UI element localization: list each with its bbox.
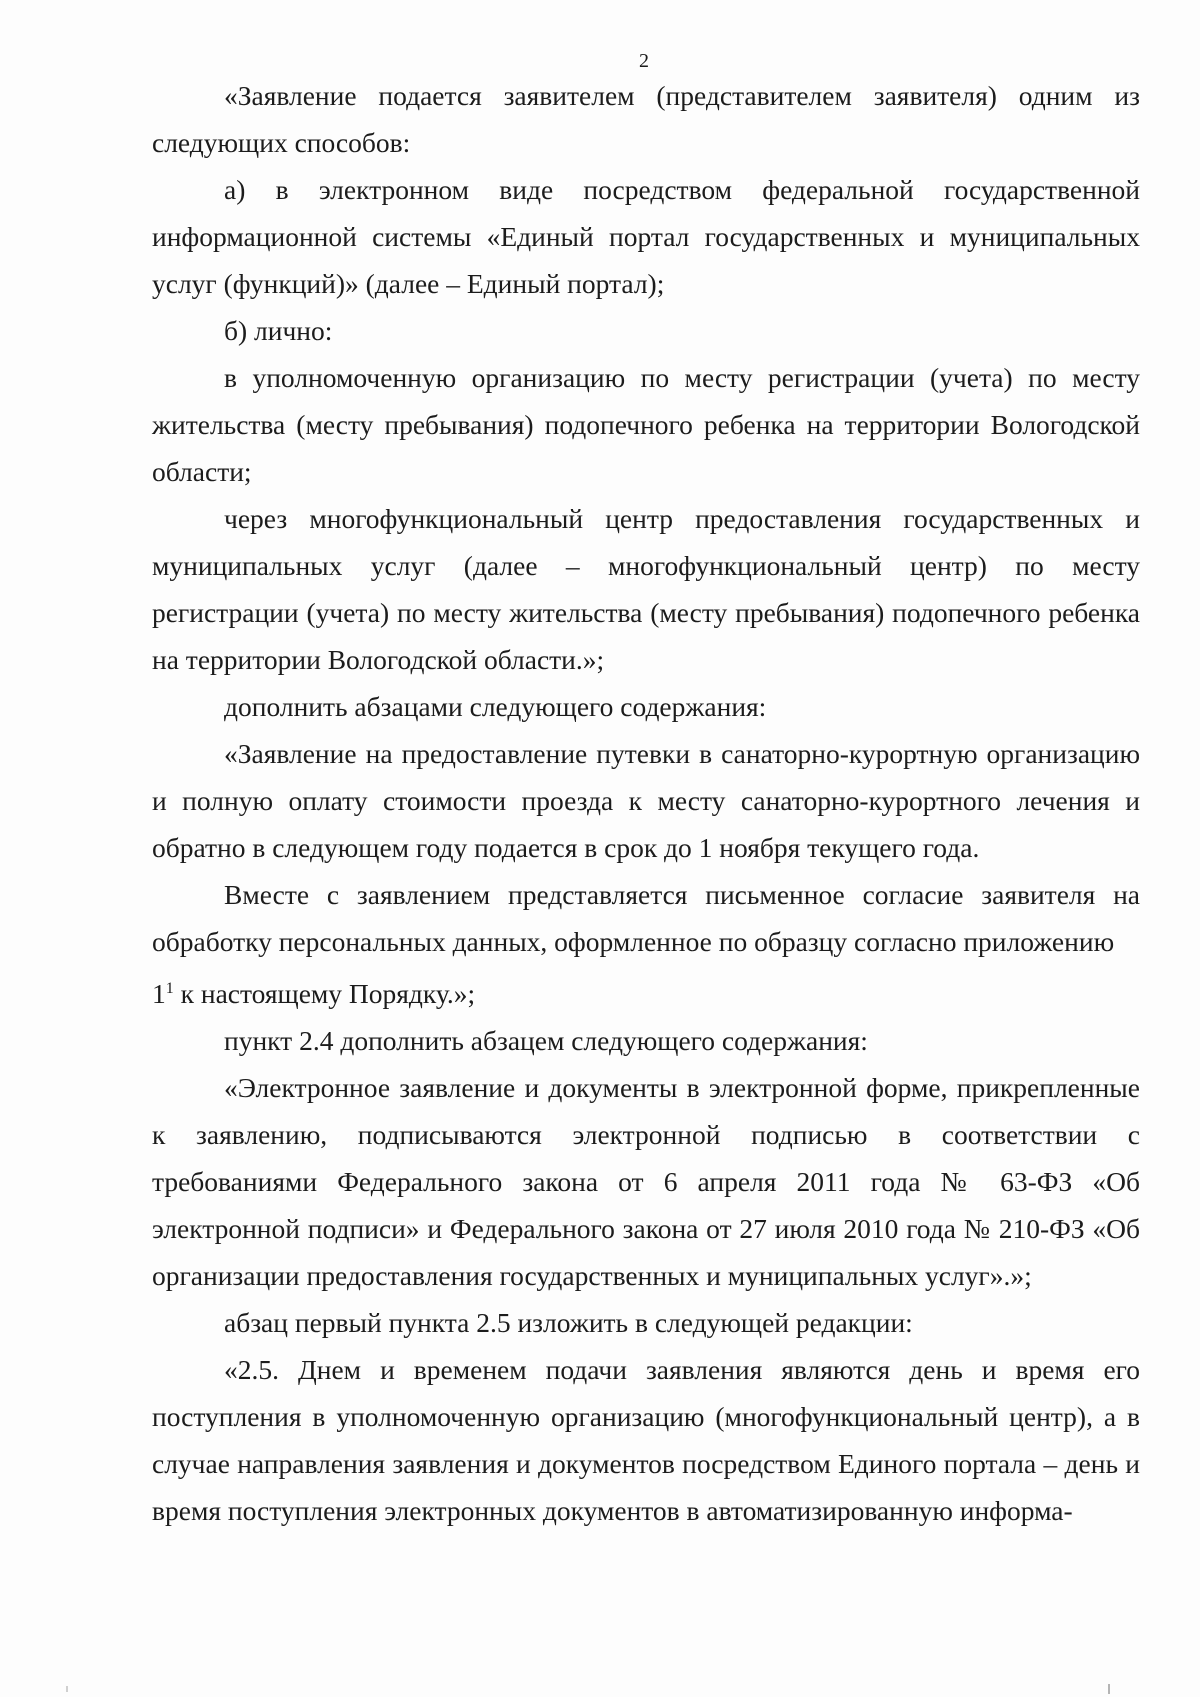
scan-mark [66,1686,68,1692]
paragraph: в уполномоченную организацию по месту регистрации (учета) по месту жительства (месту пребывания) подопечного ребенка на территории Вологодской области; [152,362,1140,487]
appendix-superscript: 1 [165,980,174,997]
paragraph: «Электронное заявление и документы в электронной форме, прикрепленные к заявлению, подписываются электронной подписью в соответствии с требованиями Федерального закона от 6 апреля 2011 года № 63-ФЗ «Об электронной подписи» и Федерального закона от 27 июля 2010 года № 210-ФЗ «Об организации предоставления государственных и муниципальных услуг».»; [152,1072,1140,1292]
page-number: 2 [639,50,649,72]
paragraph: «2.5. Днем и временем подачи заявления являются день и время его поступления в уполномоченную организацию (многофункциональный центр), а в случае направления заявления и документов посредством Единого портала – день и время поступления электронных документов в автоматизированную информа- [152,1354,1140,1527]
scan-mark [1108,1684,1110,1694]
appendix-rest: к настоящему Порядку.»; [173,978,476,1010]
paragraph: абзац первый пункта 2.5 изложить в следующей редакции: [224,1307,913,1339]
paragraph: «Заявление на предоставление путевки в санаторно-курортную организацию и полную оплату стоимости проезда к месту санаторно-курортного лечения и обратно в следующем году подается в срок до 1 ноября текущего года. [152,738,1140,863]
paragraph: дополнить абзацами следующего содержания: [224,691,767,722]
paragraph: через многофункциональный центр предоставления государственных и муниципальных услуг (далее – многофункциональный центр) по месту регистрации (учета) по месту жительства (месту пребывания) подопечного ребенка на территории Вологодской области.»; [152,503,1140,675]
paragraph: «Заявление подается заявителем (представителем заявителя) одним из следующих способов: [152,80,1140,158]
appendix-number: 1 [152,978,166,1010]
document-body [152,72,1140,1534]
paragraph: пункт 2.4 дополнить абзацем следующего содержания: [224,1025,868,1057]
paragraph: а) в электронном виде посредством федеральной государственной информационной системы «Единый портал государственных и муниципальных услуг (функций)» (далее – Единый портал); [152,174,1140,299]
paragraph: б) лично: [224,315,333,346]
paragraph-appendix-ref [152,965,1140,1017]
paragraph: Вместе с заявлением представляется письменное согласие заявителя на обработку персональных данных, оформленное по образцу согласно приложению [152,879,1140,957]
